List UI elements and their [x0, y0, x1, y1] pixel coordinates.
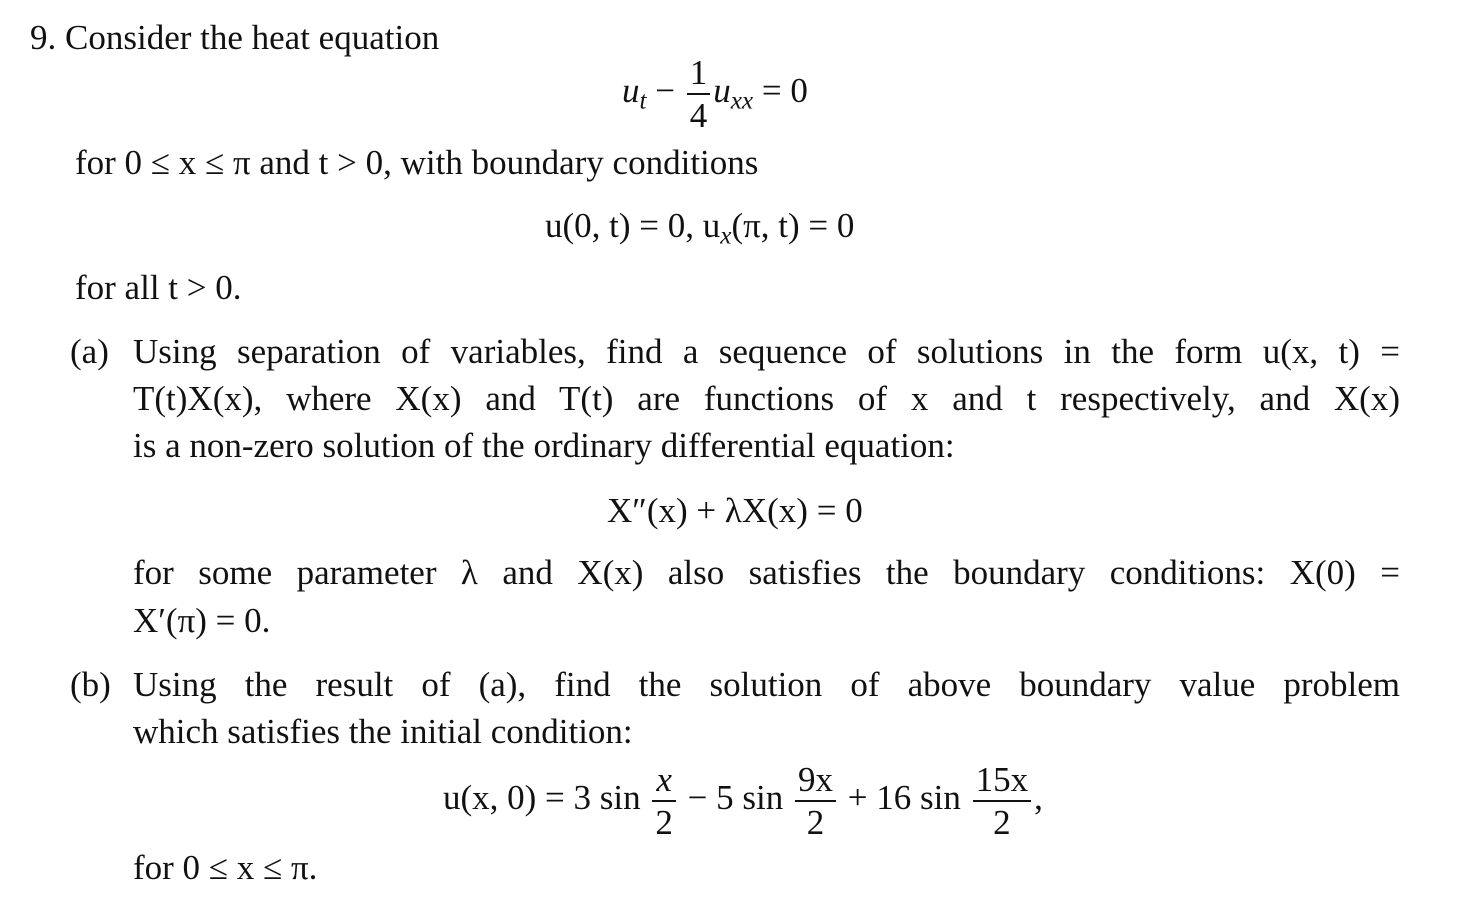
part-a-label: (a) — [70, 332, 109, 371]
initial-condition: u(x, 0) = 3 sin $\frac{x}{2}$ − 5 sin $\frac{9x}{2}$ + 16 sin $\frac{15x}{2}$ , — [443, 760, 1043, 842]
part-b-line-2: which satisfies the initial condition: — [133, 712, 633, 751]
part-a-line-3: is a non-zero solution of the ordinary differential equation: — [133, 426, 955, 465]
part-b-label: (b) — [70, 665, 111, 704]
for-all-line: for all t > 0. — [75, 268, 242, 307]
part-a-line-4: for some parameter λ and X(x) also satisfies the boundary conditions: X(0) = — [133, 553, 1400, 592]
fraction-9x-over-2: $\frac{9x}{2}$ — [795, 762, 836, 840]
problem-intro: Consider the heat equation — [65, 18, 440, 57]
problem-header — [30, 20, 439, 55]
heat-equation: $u_t$ − $\frac{1}{4}$ $u_{xx} = 0$ — [622, 53, 808, 135]
part-b-range: for 0 ≤ x ≤ π. — [133, 848, 318, 887]
fraction-x-over-2: $\frac{x}{2}$ — [652, 762, 676, 840]
fraction-15x-over-2: $\frac{15x}{2}$ — [973, 762, 1032, 840]
part-a-line-2: T(t)X(x), where X(x) and T(t) are functions of x and t respectively, and X(x) — [133, 379, 1400, 418]
part-a-line-1: Using separation of variables, find a sequence of solutions in the form u(x, t) = — [133, 332, 1400, 371]
part-b-line-1: Using the result of (a), find the solution of above boundary value problem — [133, 665, 1400, 704]
ode-equation: X″(x) + λX(x) = 0 — [607, 491, 863, 530]
coefficient-fraction: $\frac{1}{4}$ — [687, 55, 711, 133]
boundary-conditions: u(0, t) = 0, $u_x(\pi$, t) = 0 — [545, 206, 855, 250]
problem-number: 9. — [30, 18, 57, 57]
domain-line: for 0 ≤ x ≤ π and t > 0, with boundary conditions — [75, 143, 759, 182]
part-a-line-5: X′(π) = 0. — [133, 601, 271, 640]
